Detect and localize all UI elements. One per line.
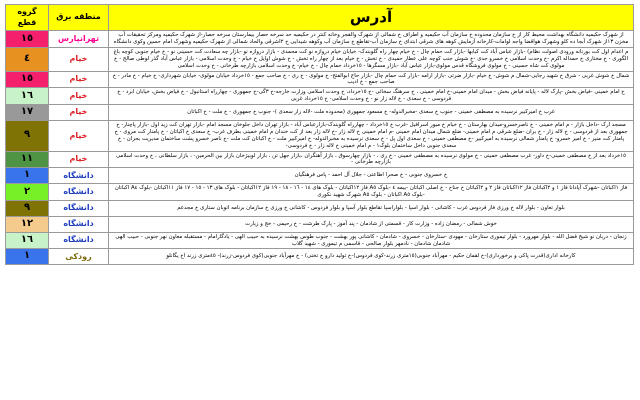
cell-address: مسجد ارک -داخل بازار - م امام خمینی - خ ناصرخسرو-میدان بهارستان - خ خیام خ میور اسرافیل -غرب خ ١٥خرداد - چهارراه گلوبندک-بازارعباس آباد - بازار تهران داخل جلوخان مسجد امام -بازار تهران کت زید اول -بازار پاچنار- خ جمهوری بعد از فردوسی - خ لاله زار - خ بران -ضلع شرقی م امام خمینی- ضلع شمال میدان امام خمینی -م امام خمینی خ لاله زار -خ لاله زار بعد از کت خندان م امام خمینی بطرف غرب- خ سعدی خ اکباتان - خ پامنار کت مروی - خ پامنار کت منیر - خ امیر خسرو- خ پامنار شمالی نرسیده به امیرکبیر -خ مصطفی خمینی - خ سعدی اول پل - خ سعدی نرسیده به مخبرالدوله- خ امیرکبیر ملت - خ اکباتان کت ملت -خ ناصر خسرو پشت ساختمان مدیریت بحران - خ سعدی جنوبی داخل ساختمان بلوک١ - م امام خمینی خ لاله زار - خ فردوسی- — [109, 120, 634, 151]
table-row — [6, 105, 634, 121]
cell-group-number: ٢ — [6, 184, 49, 201]
table-row — [6, 216, 634, 232]
cell-region: دانشگاه — [49, 168, 109, 184]
table-row — [6, 232, 634, 249]
cell-group-number: ١ — [6, 168, 49, 184]
table-row — [6, 71, 634, 88]
table-header — [6, 5, 634, 31]
column-header-region: منطقه برق — [49, 5, 109, 31]
cell-address: خ خسروی جنوبی - خ صحرا اطاعتی - جلال آل احمد - پاس فرهنگیان — [109, 168, 634, 184]
cell-region: دانشگاه — [49, 232, 109, 249]
cell-region: دانشگاه — [49, 216, 109, 232]
cell-address: خوش شمالی - رمضان زاده - وزارت کار - قسمتی از شادمان - پند آموز - پارک طرشت - خ رحیمی - خج و زیارت — [109, 216, 634, 232]
cell-address: ١٥خرداد بعد از خ مصطفی خمینی-خ داور- غرب مصطفی خمینی - خ مولوی نرسیده به مصطفی خمینی - خ ری ، - بازار چهارسوق ، بازار آهنگران ،بازار جهل تن ، بازار لوبیژخان بازار بین الحرمین- ، بازار سلطانی ، خ وحدت اسلامی بازارچه طرخانی - — [109, 151, 634, 168]
cell-address: زنجان - دربان نو شیخ فضل الله - بلوار مهرورد - بلوار تیموری ستارخان - مهودی -ستارخان - خسروی - شادمان - کاشانی پور بهشت - جنوب طوس بهشت نرسیده به حبیب الهی - یادگارامام - مستقبله معاون نهر جنوبی - حبیب الهی شادمان شادمان - نادمهر بلوار صالحی - قاسمی م تیموری - شهید گلاب — [109, 232, 634, 249]
table-row — [6, 88, 634, 105]
cell-address: بلوار تعاون - بلوار لاله خ ورزی فاز فردوس غرب - کاشانی - بلوار اسپا - بلواراسپا تقاطع بلوار آسپا و بلوار فردوس - کاشانی خ ورزی خ سازمان برنامه اتوبان ستاری خ مجدعم — [109, 201, 634, 217]
cell-group-number: ٩ — [6, 120, 49, 151]
cell-region: خیام — [49, 88, 109, 105]
table-row — [6, 47, 634, 71]
column-header-address: آدرس — [109, 5, 634, 31]
cell-region: دانشگاه — [49, 201, 109, 217]
cell-group-number: ١٥ — [6, 71, 49, 88]
table-row — [6, 168, 634, 184]
cell-region: دانشگاه — [49, 184, 109, 201]
cell-group-number: ١٦ — [6, 232, 49, 249]
cell-region: خیام — [49, 47, 109, 71]
table-row — [6, 120, 634, 151]
table-row — [6, 31, 634, 48]
cell-group-number: ٤ — [6, 47, 49, 71]
table-row — [6, 151, 634, 168]
table-row — [6, 184, 634, 201]
cell-address: شمال خ شوش غربی - شرق خ شهید رجایی-شمال م شوش- خ خیام -بازار ضرتی -بازار ارامه -بازار کت حمام چال -بازار حاج ابوالفتح- خ مولوی - خ ری - خ صاحب جمع - ١٥خرداد خیابان مولوی- خیابان شهرداری- خ خیام - خ مادر - خ صاحب جمع - خ ادیب — [109, 71, 634, 88]
cell-group-number: ١٢ — [6, 216, 49, 232]
outage-schedule-table — [5, 4, 634, 265]
cell-address: غرب خ امیرکبیر نرسیده به مصطفی خمینی - جنوب خ سعدی -مخبرالدوله- خ مسعود جمهوری (محدوده ملت -لاله زار سعدی )- جنوب خ جمهوری - خ ملت - خ اکباتان — [109, 105, 634, 121]
cell-address: کارخانه اداری(قدرت پاکی و برخورداری)-خ لقمان حکیم - مهرآباد جنوبی(١٥متری زرند-کوی فردوس)-خ تولید دارو خ تختی) - خ مهرآباد جنوبی(کوی فردوس-زرند)- ٤٥متری زرند اخ یگانلو — [109, 249, 634, 265]
table-header-row — [6, 5, 634, 31]
cell-group-number: ١ — [6, 249, 49, 265]
table-row — [6, 201, 634, 217]
cell-region: خیام — [49, 151, 109, 168]
cell-group-number: ١٧ — [6, 105, 49, 121]
cell-region: خیام — [49, 120, 109, 151]
cell-address: از شهرک حکیمیه دانشگاه بهداشت محیط کار از خ سازمان محدوده خ سازمان آب حکیمیه و اطراف خ شمالی از شهرک والفجر وخانه کنتر در حکیمیه حد سرخه حصار بیمارستان سرخه حصار-از شهرک حکیمیه ومرکز تحقیقات آب مخزن ١٣از شهرک آبجا ده کلو وشهرک هواقضا واجه لوامات-کارخانه آزمایش کوهه های شرقی ابتدای خ سازمان آب-تقاطع خ سازمان آب وکوهه شیدایی خ ٢اشرقی والحاد شمالی از شهرک حکیمیه وشهرک امام حسین وکوی دانشگاه — [109, 31, 634, 48]
cell-group-number: ١٦ — [6, 88, 49, 105]
cell-group-number: ٩ — [6, 201, 49, 217]
table-row — [6, 249, 634, 265]
cell-region: رودکی — [49, 249, 109, 265]
cell-group-number: ١٥ — [6, 31, 49, 48]
cell-address: م اعدام اول کت بورنانه ورودی اصولت نظام) -بازار عباس آباد کت کبابها -بازار کت حمام چال - خ خیام چهار راه گلوبندک- خیابان خیام دروازه نو کت محمدی - بازار دروازه نو -بازار چه سعادت کت حسینی نو - خ خیام جنوبی کوچه باغ الگوری - خ مختاری خ حمداله اکرم -خ وحدت اسلامی خ خسرو جدی -خ شوش جنب کوچه علی عطار حمیدی - خ تخش - خ خیام بعد از چهار راه تخش - خ شوش اوایل خ خیام - خ وحدت اسلامی - بازار عباس آباد گذر لوطی صالح - خ مولوی کت شاه حسینی - خ مولوی فروشگاه قدس مولوی-بازار عباس آباد -بازار مسگرها - ١٥خرداد حمام چال - خ خیام- خ وحدت اسلامی بازارچه طرخانی - خ وحدت اسلامی — [109, 47, 634, 71]
cell-region: خیام — [49, 71, 109, 88]
cell-address: فاز ١اکباتان -شهرک آپادانا فاز ١ و ٢اکباتان فاز ١٢اکباتان فاز ٢ و ٢اکباتان خ جناح - خ اصلی اکباتان -بیمه ٤ -بلوک A٥ فاز ١٢اکباتان - بلوک های ١٤ - ١٦ - ١٨ - ١٩ فاز ١٢اکباتان - بلوک های ١٣ - ١٥ - ١٧ فاز ١١اکباتان -بلوک A٤ اکباتان -بلوک A٥ اکباتان - بلوک A٥ شهرک شهید نکوری — [109, 184, 634, 201]
cell-region: تهرانپارس — [49, 31, 109, 48]
cell-group-number: ١١ — [6, 151, 49, 168]
cell-region: خیام — [49, 105, 109, 121]
cell-address: خ امام خمینی -فیاض بخش -پارک لاله - پایانه فیاض بخش - میدان امام خمینی-خ امام خمینی ، خ سرهنگ سخائی -خ ١٥خرداد، خ وحدت اسلامی وزارت خارجه-خ ٣گی-خ جمهوری - چهارراه استانبول - خ فیاض بخش، خیابان ابرد - خ فردوسی - خ سعدی - خ لاله زار نو - خ وحدت اسلامی- خ ١٥خرداد غربی — [109, 88, 634, 105]
column-header-group: گروه قطع — [6, 5, 49, 31]
table-body — [6, 31, 634, 265]
